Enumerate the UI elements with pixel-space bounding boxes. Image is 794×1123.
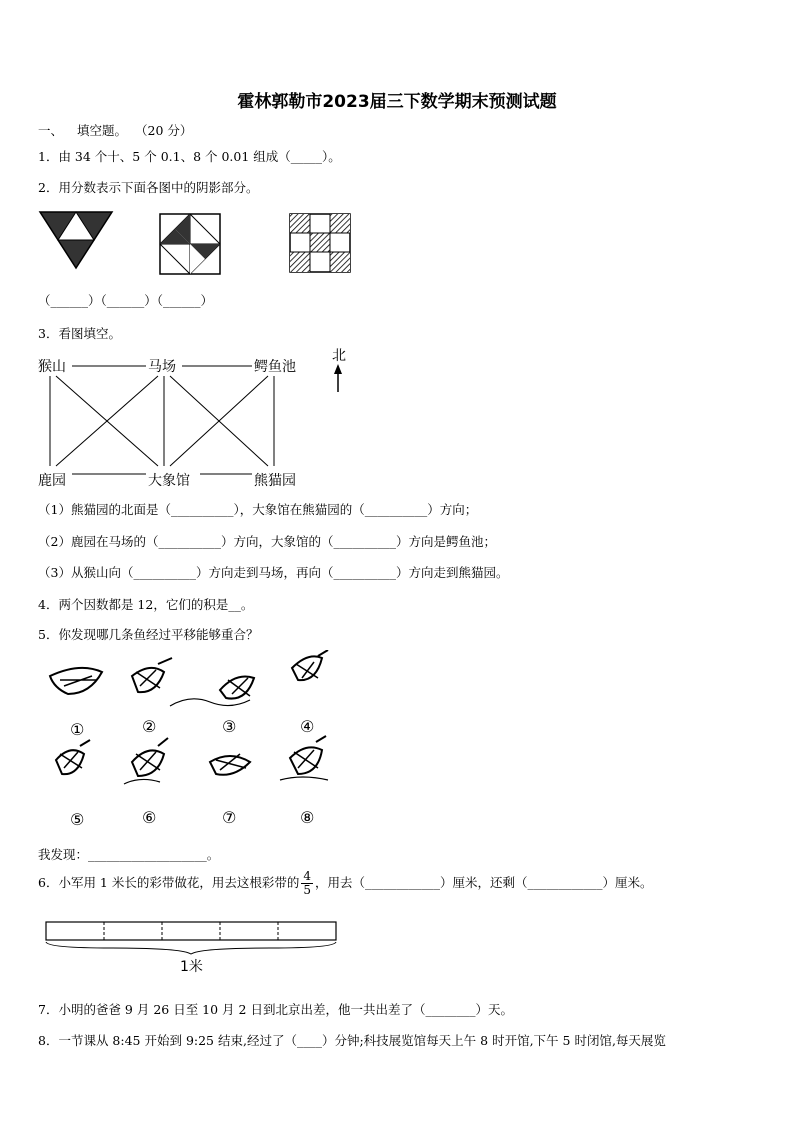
fish-label-2: ②: [142, 717, 157, 736]
page-title: 霍林郭勒市2023届三下数学期末预测试题: [237, 92, 557, 112]
grid-figure: [288, 212, 352, 274]
place-panda: 熊猫园: [254, 473, 296, 489]
place-horse: 马场: [148, 359, 176, 375]
zoo-map: [34, 342, 354, 490]
fish-label-4: ④: [300, 717, 315, 736]
fraction-numerator: 4: [303, 869, 311, 883]
place-crocodile: 鳄鱼池: [254, 359, 296, 375]
brace-icon: [46, 942, 336, 954]
ribbon-label: 1米: [180, 959, 203, 975]
question-5-answer[interactable]: 我发现：___________________。: [38, 847, 220, 862]
ribbon-diagram: [42, 920, 342, 978]
question-3-part-3[interactable]: （3）从猴山向（__________）方向走到马场，再向（__________）方向走到熊猫园。: [38, 565, 509, 580]
fish-figures: [40, 650, 340, 830]
fish-label-8: ⑧: [300, 808, 315, 827]
question-6-before: 6．小军用 1 米长的彩带做花，用去这根彩带的: [38, 875, 300, 890]
question-3-part-1[interactable]: （1）熊猫园的北面是（__________），大象馆在熊猫园的（__________）方向；: [38, 502, 478, 517]
triangle-figure: [38, 210, 118, 270]
place-monkey: 猴山: [38, 359, 66, 375]
place-elephant: 大象馆: [148, 473, 190, 489]
question-1: 1．由 34 个十、5 个 0.1、8 个 0.01 组成（_____）。: [38, 149, 341, 164]
question-5: 5．你发现哪几条鱼经过平移能够重合？: [38, 627, 259, 642]
question-2: 2．用分数表示下面各图中的阴影部分。: [38, 180, 259, 195]
question-8[interactable]: 8．一节课从 8:45 开始到 9:25 结束,经过了（____）分钟;科技展览馆每天上午 8 时开馆,下午 5 时闭馆,每天展览: [38, 1033, 666, 1048]
fraction: [301, 870, 313, 897]
square-diamond-figure: [158, 212, 224, 278]
section-heading: [38, 121, 192, 139]
north-label: 北: [332, 348, 346, 364]
fish-label-6: ⑥: [142, 808, 157, 827]
question-6-after: ，用去（____________）厘米，还剩（____________）厘米。: [315, 875, 653, 890]
fraction-denominator: 5: [303, 883, 311, 897]
section-number: 一、: [38, 123, 64, 138]
place-deer: 鹿园: [38, 473, 66, 489]
fish-1-icon: [50, 668, 102, 694]
question-4[interactable]: 4．两个因数都是 12，它们的积是__。: [38, 597, 254, 612]
section-score: （20 分）: [135, 123, 193, 138]
fish-8-icon: [290, 736, 326, 774]
fish-label-7: ⑦: [222, 808, 237, 827]
question-2-answers[interactable]: （______）（______）（______）: [38, 293, 214, 308]
fish-7-icon: [210, 756, 250, 775]
question-3-part-2[interactable]: （2）鹿园在马场的（__________）方向，大象馆的（__________）方向是鳄鱼池；: [38, 534, 496, 549]
fish-label-3: ③: [222, 717, 237, 736]
section-title: 填空题。: [77, 123, 128, 138]
fish-label-1: ①: [70, 720, 85, 739]
question-6[interactable]: [38, 870, 653, 897]
question-3: 3．看图填空。: [38, 326, 121, 341]
fish-2-icon: [132, 658, 172, 692]
fish-label-5: ⑤: [70, 810, 85, 829]
question-7[interactable]: 7．小明的爸爸 9 月 26 日至 10 月 2 日到北京出差，他一共出差了（________）天。: [38, 1002, 513, 1017]
fish-6-icon: [132, 738, 168, 776]
arrow-head-icon: [334, 364, 342, 374]
